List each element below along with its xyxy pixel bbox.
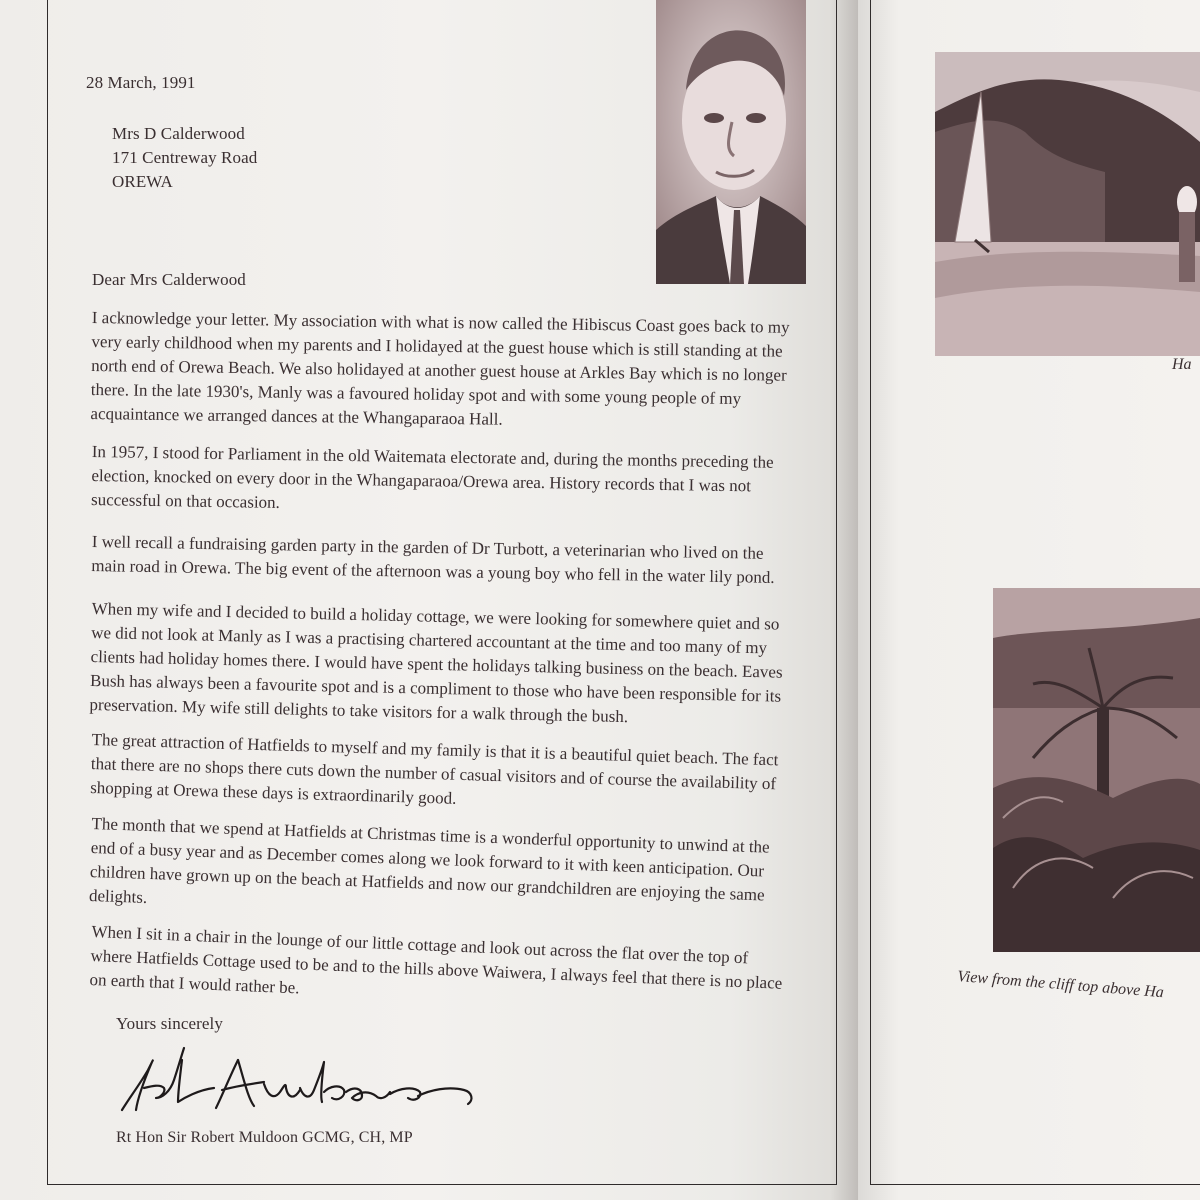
letter-date: 28 March, 1991 bbox=[86, 73, 196, 92]
bush-illustration bbox=[993, 588, 1200, 952]
letter-paragraph: The great attraction of Hatfields to myself and my family is that it is a beautiful quiet beach. The fact that there are no shops there cuts down the number of casual visitors and of course the availability of shopping at Orewa these days is extraordinarily good. bbox=[89, 729, 779, 808]
letter-closing: Yours sincerely bbox=[116, 1014, 223, 1033]
letter-paragraph: When my wife and I decided to build a holiday cottage, we were looking for somewhere quiet and so we did not look at Manly as I was a practising chartered accountant at the time and too many of my clients had holiday homes there. I would have spent the holidays talking business on the beach. Eaves Bush has always been a favourite spot and is a compliment to those who have been responsible for its preservation. My wife still delights to take visitors for a walk through the bush. bbox=[89, 598, 783, 727]
portrait-photo bbox=[656, 0, 806, 284]
letter-paragraph: In 1957, I stood for Parliament in the old Waitemata electorate and, during the months preceding the election, knocked on every door in the Whangaparaoa/Orewa area. History records that I was not successful on that occasion. bbox=[90, 441, 774, 512]
photo-caption-top: Ha bbox=[1172, 356, 1192, 373]
recipient-street: 171 Centreway Road bbox=[112, 148, 258, 167]
letter-paragraph: When I sit in a chair in the lounge of our little cottage and look out across the flat over the top of where Hatfields Cottage used to be and to the hills above Waiwera, I always feel that there is no place on earth that I would rather be. bbox=[89, 921, 783, 998]
recipient-name: Mrs D Calderwood bbox=[112, 124, 245, 143]
portrait-illustration bbox=[656, 0, 806, 284]
beach-illustration bbox=[935, 52, 1200, 356]
photo-caption-bottom: View from the cliff top above Ha bbox=[956, 968, 1165, 1002]
recipient-town: OREWA bbox=[112, 172, 173, 191]
salutation: Dear Mrs Calderwood bbox=[92, 270, 246, 289]
letter-paragraph: I acknowledge your letter. My association with what is now called the Hibiscus Coast goes back to my very early childhood when my parents and I holidayed at the guest house which is still standing at the north end of Orewa Beach. We also holidayed at another guest house at Arkles Bay which is no longer there. In the late 1930's, Manly was a favoured holiday spot and with some young people of my acquaintance we arranged dances at the Whangaparaoa Hall. bbox=[90, 307, 790, 429]
letter-paragraph: The month that we spend at Hatfields at Christmas time is a wonderful opportunity to unwind at the end of a busy year and as December comes along we look forward to it with keen anticipation. Our children have grown up on the beach at Hatfields and now our grandchildren are enjoying the same delights. bbox=[88, 813, 770, 907]
letter-paragraph: I well recall a fundraising garden party in the garden of Dr Turbott, a veterinarian who lived on the main road in Orewa. The big event of the afternoon was a young boy who fell in the water lily pond. bbox=[91, 531, 775, 587]
beach-photo bbox=[935, 52, 1200, 356]
bush-photo bbox=[993, 588, 1200, 952]
signer-name: Rt Hon Sir Robert Muldoon GCMG, CH, MP bbox=[116, 1129, 413, 1146]
handwritten-signature bbox=[118, 1040, 498, 1120]
